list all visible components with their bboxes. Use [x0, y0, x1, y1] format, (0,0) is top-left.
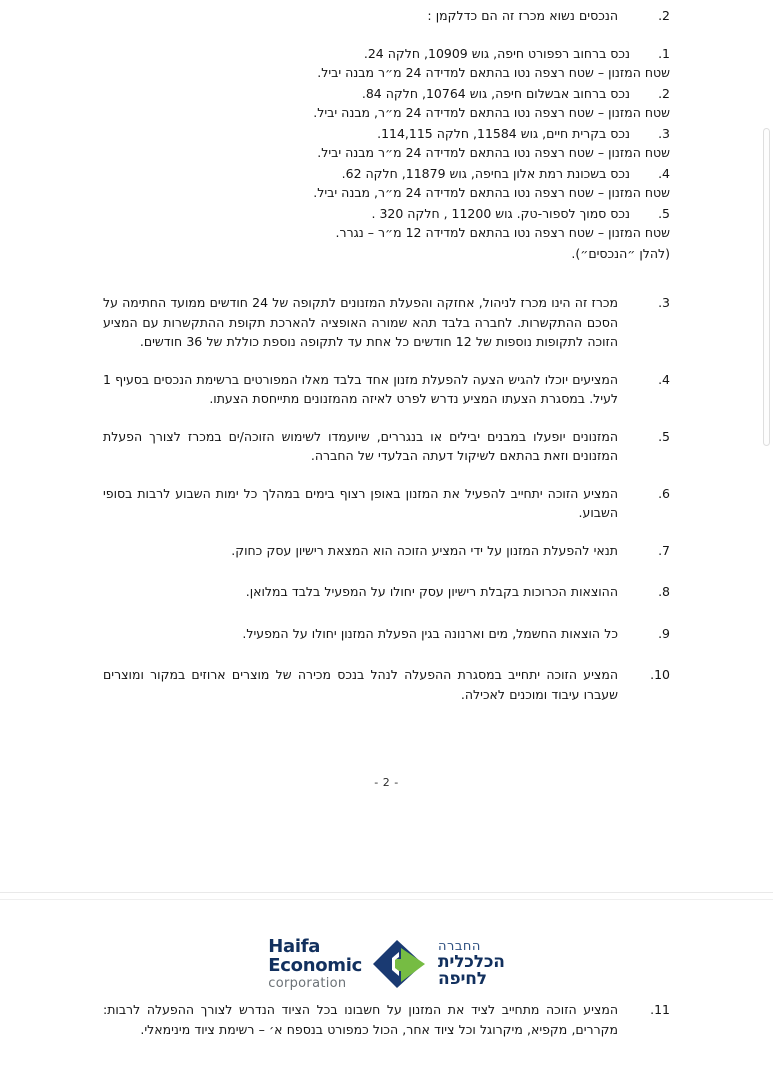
asset-item-title: נכס בשכונת רמת אלון בחיפה, גוש 11879, חלקה 62.	[341, 165, 630, 181]
asset-item-number: .4	[658, 165, 670, 181]
asset-item-detail: שטח המזנון – שטח רצפה נטו בהתאם למדידה 24 מ״ר, מבנה יביל.	[313, 105, 670, 120]
clause-4-number: .4	[658, 371, 670, 387]
asset-item-detail: שטח המזנון – שטח רצפה נטו בהתאם למדידה 24 מ״ר מבנה יביל.	[317, 65, 670, 80]
logo-english-line-2: Economic	[268, 955, 362, 976]
vertical-scrollbar-track[interactable]	[759, 0, 773, 1068]
company-logo	[257, 938, 517, 990]
vertical-scrollbar-thumb[interactable]	[763, 128, 770, 446]
asset-list-item	[103, 44, 670, 83]
asset-list	[103, 44, 670, 243]
logo-english-line-1: Haifa	[268, 936, 321, 957]
logo-english-text	[268, 938, 366, 990]
asset-item-number: .5	[658, 205, 670, 221]
page-separator	[0, 892, 773, 900]
asset-list-item	[103, 204, 670, 243]
clause-8-number: .8	[658, 584, 670, 599]
asset-list-item	[103, 124, 670, 163]
clause-2	[103, 6, 670, 26]
asset-list-closing: (להלן ״הנכסים״).	[571, 245, 670, 261]
asset-item-title: נכס ברחוב רפפורט חיפה, גוש 10909, חלקה 24.	[363, 45, 630, 61]
clause-3	[103, 293, 670, 352]
clause-4-text: המציעים יוכלו להגיש הצעה להפעלת מזנון אחד בלבד מאלו המפורטים ברשימת הנכסים בסעיף 1 לעיל. במסגרת הצעתו המציע נדרש לפרט לאיזה מהמזנונים מתייחסת הצעתו.	[103, 371, 618, 406]
clause-5	[103, 427, 670, 466]
logo-hebrew-line-2: הכלכלית	[438, 952, 505, 972]
clause-6-text: המציע הזוכה יתחייב להפעיל את המזנון באופן רצוף בימים במהלך כל ימות השבוע לרבות בסופי השבוע.	[103, 485, 618, 520]
asset-item-title: נכס ברחוב אבשלום חיפה, גוש 10764, חלקה 84.	[361, 85, 630, 101]
haifa-economic-mark-icon	[371, 938, 427, 990]
logo-english-line-3: corporation	[268, 976, 347, 991]
clause-9-number: .9	[658, 625, 670, 641]
clause-2-block	[103, 6, 670, 263]
clause-8-text: ההוצאות הכרוכות בקבלת רישיון עסק יחולו על המפעיל בלבד במלואן.	[245, 584, 618, 599]
clause-11-number: .11	[650, 1002, 670, 1017]
logo-hebrew-line-3: לחיפה	[438, 969, 487, 989]
clause-9-text: כל הוצאות החשמל, מים וארנונה בגין הפעלת המזנון יחולו על המפעיל.	[242, 625, 618, 641]
asset-item-title: נכס בקרית חיים, גוש 11584, חלקה 114,115.	[377, 125, 630, 141]
asset-item-title: נכס סמוך לספור-טק. גוש 11200 , חלקה 320 .	[371, 205, 630, 221]
clause-10-number: .10	[650, 667, 670, 682]
clause-5-number: .5	[658, 428, 670, 444]
clause-6	[103, 484, 670, 523]
asset-item-detail: שטח המזנון – שטח רצפה נטו בהתאם למדידה 24 מ״ר מבנה יביל.	[317, 145, 670, 160]
clause-5-text: המזנונים יופעלו במבנים יבילים או בנגררים, שיועמדו לשימוש הזוכה/ים במכרז לצורך הפעלת המזנונים וזאת בהתאם לשיקול דעתה הבלעדי של החברה.	[103, 428, 618, 463]
asset-item-detail: שטח המזנון – שטח רצפה נטו בהתאם למדידה 12 מ״ר – נגרר.	[335, 225, 670, 240]
asset-list-item	[103, 84, 670, 123]
logo-hebrew-line-1: החברה	[438, 939, 481, 954]
clause-10-text: המציע הזוכה יתחייב במסגרת ההפעלה לנהל בנכס מכירה של מוצרים ארוזים במקור ומוצרים שעברו עיבוד ומוכנים לאכילה.	[103, 667, 618, 702]
clause-8	[103, 582, 670, 602]
clause-7	[103, 541, 670, 561]
clause-6-number: .6	[658, 485, 670, 501]
clause-2-number: .2	[658, 8, 670, 23]
asset-item-number: .1	[658, 45, 670, 61]
document-page-3	[0, 900, 773, 1068]
asset-item-detail: שטח המזנון – שטח רצפה נטו בהתאם למדידה 24 מ״ר, מבנה יביל.	[313, 185, 670, 200]
clause-7-text: תנאי להפעלת המזנון על ידי המציע הזוכה הוא המצאת רישיון עסק כחוק.	[231, 542, 618, 558]
clause-7-number: .7	[658, 542, 670, 558]
clause-9	[103, 624, 670, 644]
clause-11-text: המציע הזוכה מתחייב לציד את המזנון על חשבונו בכל הציוד הנדרש לצורך ההפעלה לרבות: מקררים, מקפיא, מיקרוגל וכל ציוד אחר, הכול כמפורט בנספח א׳ – רשימת ציוד מינימאלי.	[103, 1002, 618, 1037]
clause-2-subject: הנכסים נשוא מכרז זה הם כדלקמן :	[427, 8, 618, 23]
clause-11	[103, 1000, 670, 1039]
clause-3-text: מכרז זה הינו מכרז לניהול, אחזקה והפעלת המזנונים לתקופה של 24 חודשים ממועד החתימה על הסכם ההתקשרות. לחברה בלבד תהא שמורה האופציה להארכת תקופת ההתקשרות עם המציע הזוכה לתקופות נוספות של 12 חודשים כל אחת עד לתקופה נוספת כוללת של 36 חודשים.	[103, 295, 618, 349]
logo-hebrew-text	[432, 940, 505, 988]
clause-3-number: .3	[658, 295, 670, 310]
asset-item-number: .2	[658, 85, 670, 101]
asset-item-number: .3	[658, 125, 670, 141]
asset-list-item	[103, 164, 670, 203]
page-number-footer: - 2 -	[374, 776, 399, 789]
clause-10	[103, 665, 670, 704]
clause-4	[103, 370, 670, 409]
